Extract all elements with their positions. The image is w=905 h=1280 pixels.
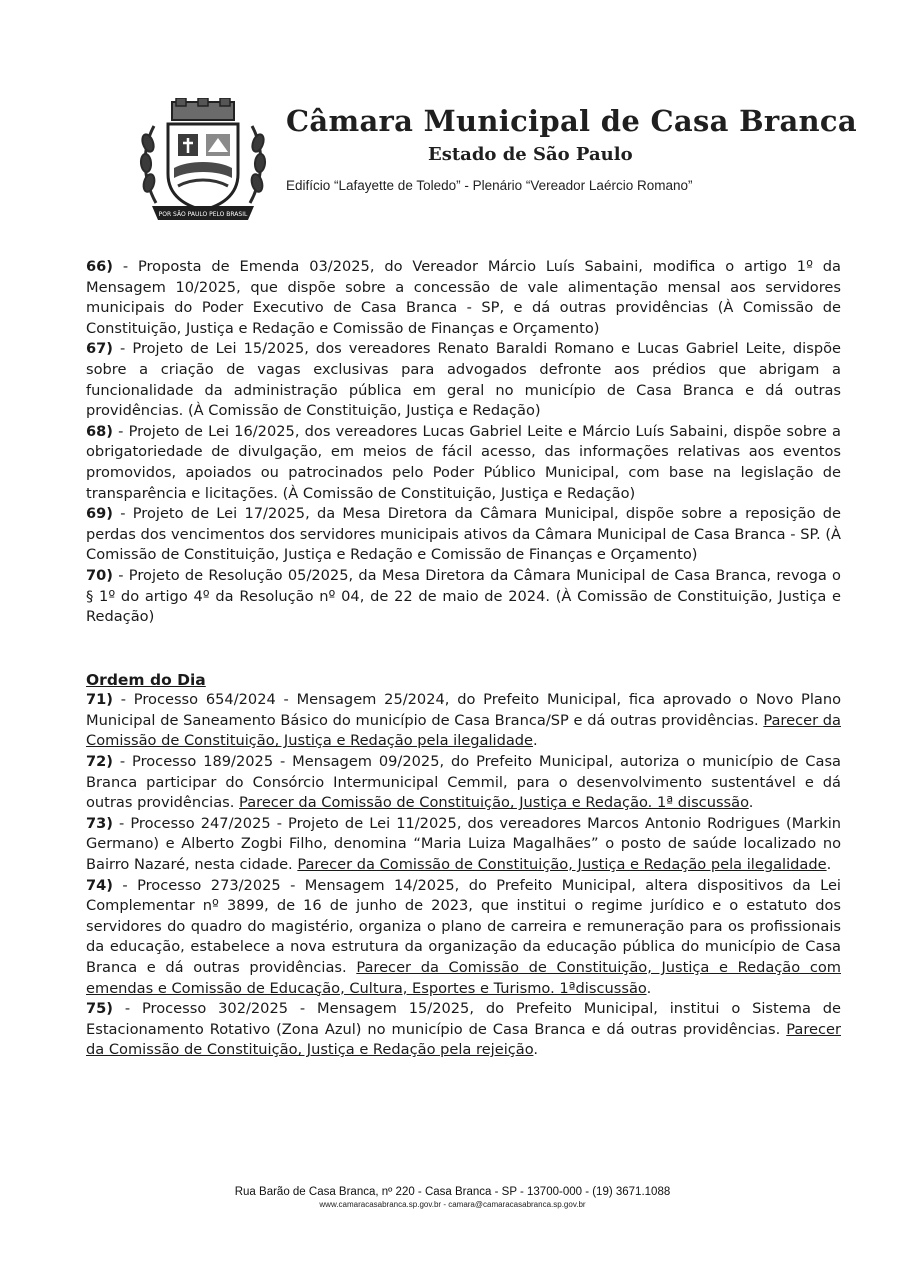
item-text: - Processo 247/2025 - Projeto de Lei 11/2025, dos vereadores Marcos Antonio Rodrigues (Markin Germano) e Alberto Zogbi Filho, denomina “Maria Luiza Magalhães” o posto de saúde localizado no Bairro Nazaré, nesta cidade. [86,814,841,874]
section-spacer [86,649,841,670]
building-line: Edifício “Lafayette de Toledo” - Plenário “Vereador Laércio Romano” [286,178,693,193]
list-item [86,814,841,876]
item-parecer: Parecer da Comissão de Constituição, Justiça e Redação pela ilegalidade [86,711,841,750]
item-number: 75) [86,1000,113,1018]
item-text: - Projeto de Resolução 05/2025, da Mesa Diretora da Câmara Municipal de Casa Branca, revoga o § 1º do artigo 4º da Resolução nº 04, de 22 de maio de 2024. (À Comissão de Constituição, Justiça e Redação) [86,566,841,626]
page-footer [0,1186,905,1209]
agenda-content [86,257,841,1061]
item-text: - Processo 302/2025 - Mensagem 15/2025, do Prefeito Municipal, institui o Sistema de Estacionamento Rotativo (Zona Azul) no município de Casa Branca e dá outras providências. [86,1000,841,1038]
crest-motto: POR SÃO PAULO PELO BRASIL [158,211,248,218]
item-parecer: Parecer da Comissão de Constituição, Justiça e Redação com emendas e Comissão de Educação, Cultura, Esportes e Turismo. 1ªdiscussão [86,959,841,997]
item-text: - Projeto de Lei 15/2025, dos vereadores Renato Baraldi Romano e Lucas Gabriel Leite, dispõe sobre a criação de vagas exclusivas para advogados defronte aos prédios que abrigam a funcionalidade da administração pública em geral no município de Casa Branca e dá outras providências. (À Comissão de Constituição, Justiça e Redação) [86,340,841,420]
item-end: . [748,794,754,812]
list-item [86,690,841,752]
item-number: 69) [86,505,113,523]
item-parecer: Parecer da Comissão de Constituição, Justiça e Redação. 1ª discussão [239,794,749,812]
list-item [86,876,841,1000]
list-item [86,504,841,566]
item-number: 70) [86,566,113,584]
item-text: - Processo 189/2025 - Mensagem 09/2025, do Prefeito Municipal, autoriza o município de Casa Branca participar do Consórcio Intermunicipal Cemmil, para o desenvolvimento sustentável e dá outras providências. [86,753,841,812]
item-end: . [646,979,652,997]
list-item [86,422,841,504]
item-number: 66) [86,258,113,275]
item-parecer: Parecer da Comissão de Constituição, Justiça e Redação pela rejeição [86,1020,841,1059]
item-text: - Projeto de Lei 16/2025, dos vereadores Lucas Gabriel Leite e Márcio Luís Sabaini, dispõe sobre a obrigatoriedade de divulgação, em meios de fácil acesso, das informações relativas aos eventos promovidos, apoiados ou patrocinados pelo Poder Público Municipal, com base na legislação de transparência e licitações. (À Comissão de Constituição, Justiça e Redação) [86,422,841,502]
list-item [86,752,841,814]
footer-web-contact: www.camaracasabranca.sp.gov.br - camara@camaracasabranca.sp.gov.br [319,1200,586,1209]
item-end: . [533,1041,539,1059]
section-spacer [86,628,841,649]
letterhead [138,98,857,223]
item-end: . [533,732,538,750]
list-item [86,999,841,1061]
municipal-crest-icon [138,98,268,223]
item-end: . [826,856,832,874]
item-number: 74) [86,876,113,894]
list-item [86,566,841,628]
item-number: 73) [86,814,113,832]
item-text: - Proposta de Emenda 03/2025, do Vereador Márcio Luís Sabaini, modifica o artigo 1º da Mensagem 10/2025, que dispõe sobre a concessão de vale alimentação mensal aos servidores municipais do Poder Executivo de Casa Branca - SP, e dá outras providências (À Comissão de Constituição, Justiça e Redação e Comissão de Finanças e Orçamento) [86,258,841,337]
item-parecer: Parecer da Comissão de Constituição, Justiça e Redação pela ilegalidade [297,856,827,874]
item-text: - Projeto de Lei 17/2025, da Mesa Diretora da Câmara Municipal, dispõe sobre a reposição de perdas dos vencimentos dos servidores municipais ativos da Câmara Municipal de Casa Branca - SP. (À Comissão de Constituição, Justiça e Redação e Comissão de Finanças e Orçamento) [86,505,841,564]
item-number: 67) [86,340,113,358]
list-item [86,257,841,339]
item-text: - Processo 273/2025 - Mensagem 14/2025, do Prefeito Municipal, altera dispositivos da Lei Complementar nº 3899, de 16 de junho de 2023, que institui o regime jurídico e o estatuto dos servidores do quadro do magistério, organiza o plano de carreira e remuneração para os profissionais da educação, estabelece a nova estrutura da organização da educação pública do município de Casa Branca e dá outras providências. [86,876,841,976]
chamber-title: Câmara Municipal de Casa Branca [286,104,857,138]
item-number: 71) [86,691,113,709]
state-subtitle: Estado de São Paulo [428,144,633,165]
item-number: 68) [86,422,113,440]
footer-address: Rua Barão de Casa Branca, nº 220 - Casa Branca - SP - 13700-000 - (19) 3671.1088 [234,1186,671,1198]
item-text: - Processo 654/2024 - Mensagem 25/2024, do Prefeito Municipal, fica aprovado o Novo Plano Municipal de Saneamento Básico do município de Casa Branca/SP e dá outras providências. [86,691,841,729]
section-title-ordem-do-dia: Ordem do Dia [86,670,206,689]
list-item [86,339,841,421]
item-number: 72) [86,753,113,771]
